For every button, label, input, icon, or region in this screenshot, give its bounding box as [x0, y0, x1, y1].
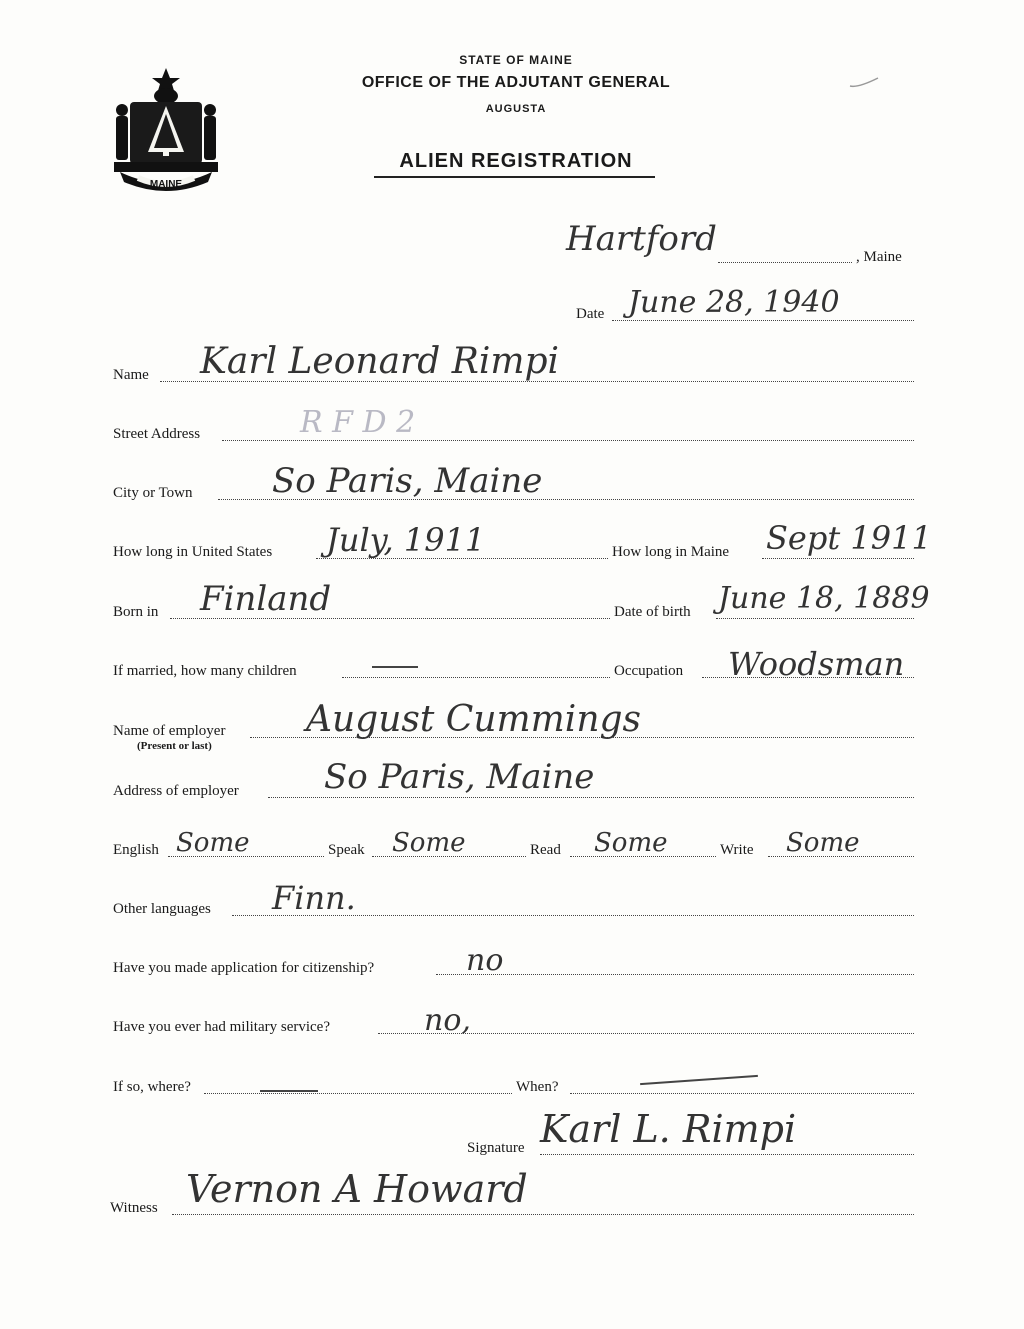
employer-address-label: Address of employer: [113, 783, 239, 799]
children-label: If married, how many children: [113, 663, 297, 679]
employer-address-value: So Paris, Maine: [324, 757, 595, 797]
date-line: [612, 320, 914, 321]
employer-value: August Cummings: [306, 699, 642, 740]
maine-label: How long in Maine: [612, 544, 730, 560]
signature-line: [540, 1154, 914, 1155]
other-languages-label: Other languages: [113, 901, 211, 917]
children-line: [342, 677, 610, 678]
header-office: OFFICE OF THE ADJUTANT GENERAL: [361, 74, 671, 91]
military-value: no,: [424, 1003, 471, 1038]
street-line: [222, 440, 914, 441]
write-label: Write: [720, 842, 754, 858]
citizenship-label: Have you made application for citizenship?: [113, 960, 375, 976]
where-dash: [260, 1090, 318, 1092]
citizenship-line: [436, 974, 914, 975]
witness-value: Vernon A Howard: [186, 1167, 528, 1211]
title-underline: [374, 176, 655, 178]
form-title: ALIEN REGISTRATION: [399, 150, 633, 172]
speak-value: Some: [392, 828, 466, 858]
children-dash: [372, 666, 418, 668]
english-label: English: [113, 842, 159, 858]
speak-label: Speak: [328, 842, 365, 858]
military-label: Have you ever had military service?: [113, 1019, 330, 1035]
maine-value: Sept 1911: [766, 519, 932, 557]
birth-date-label: Date of birth: [614, 604, 691, 620]
name-value: Karl Leonard Rimpi: [200, 341, 560, 382]
employer-address-line: [268, 797, 914, 798]
city-value: So Paris, Maine: [272, 461, 543, 501]
occupation-value: Woodsman: [728, 645, 905, 683]
when-line: [570, 1093, 914, 1094]
town-label: , Maine: [856, 249, 902, 265]
svg-text:MAINE: MAINE: [149, 179, 183, 190]
check-mark-icon: [848, 76, 880, 90]
born-label: Born in: [113, 604, 159, 620]
signature-value: Karl L. Rimpi: [540, 1107, 797, 1151]
header-state: STATE OF MAINE: [459, 53, 573, 67]
birth-date-value: June 18, 1889: [718, 581, 930, 616]
read-label: Read: [530, 842, 561, 858]
where-line: [204, 1093, 512, 1094]
street-value: R F D 2: [300, 405, 416, 440]
us-value: July, 1911: [326, 521, 486, 559]
born-value: Finland: [200, 579, 332, 619]
witness-line: [172, 1214, 914, 1215]
citizenship-value: no: [466, 943, 504, 978]
witness-label: Witness: [110, 1200, 158, 1216]
signature-label: Signature: [467, 1140, 525, 1156]
when-label: When?: [516, 1079, 559, 1095]
occupation-label: Occupation: [614, 663, 684, 679]
birth-date-line: [716, 618, 914, 619]
employer-sublabel: (Present or last): [137, 740, 212, 752]
employer-label: Name of employer: [113, 723, 226, 739]
english-value: Some: [176, 828, 250, 858]
street-label: Street Address: [113, 426, 201, 442]
town-line: [718, 262, 852, 263]
maine-line: [762, 558, 914, 559]
town-value: Hartford: [566, 219, 717, 259]
where-label: If so, where?: [113, 1079, 191, 1095]
other-languages-value: Finn.: [272, 879, 356, 917]
name-label: Name: [113, 367, 149, 383]
date-value: June 28, 1940: [628, 285, 840, 320]
us-label: How long in United States: [113, 544, 273, 560]
city-label: City or Town: [113, 485, 193, 501]
write-value: Some: [786, 828, 860, 858]
read-value: Some: [594, 828, 668, 858]
date-label: Date: [576, 306, 605, 322]
header-city: AUGUSTA: [485, 103, 547, 115]
when-dash: [640, 1075, 758, 1085]
